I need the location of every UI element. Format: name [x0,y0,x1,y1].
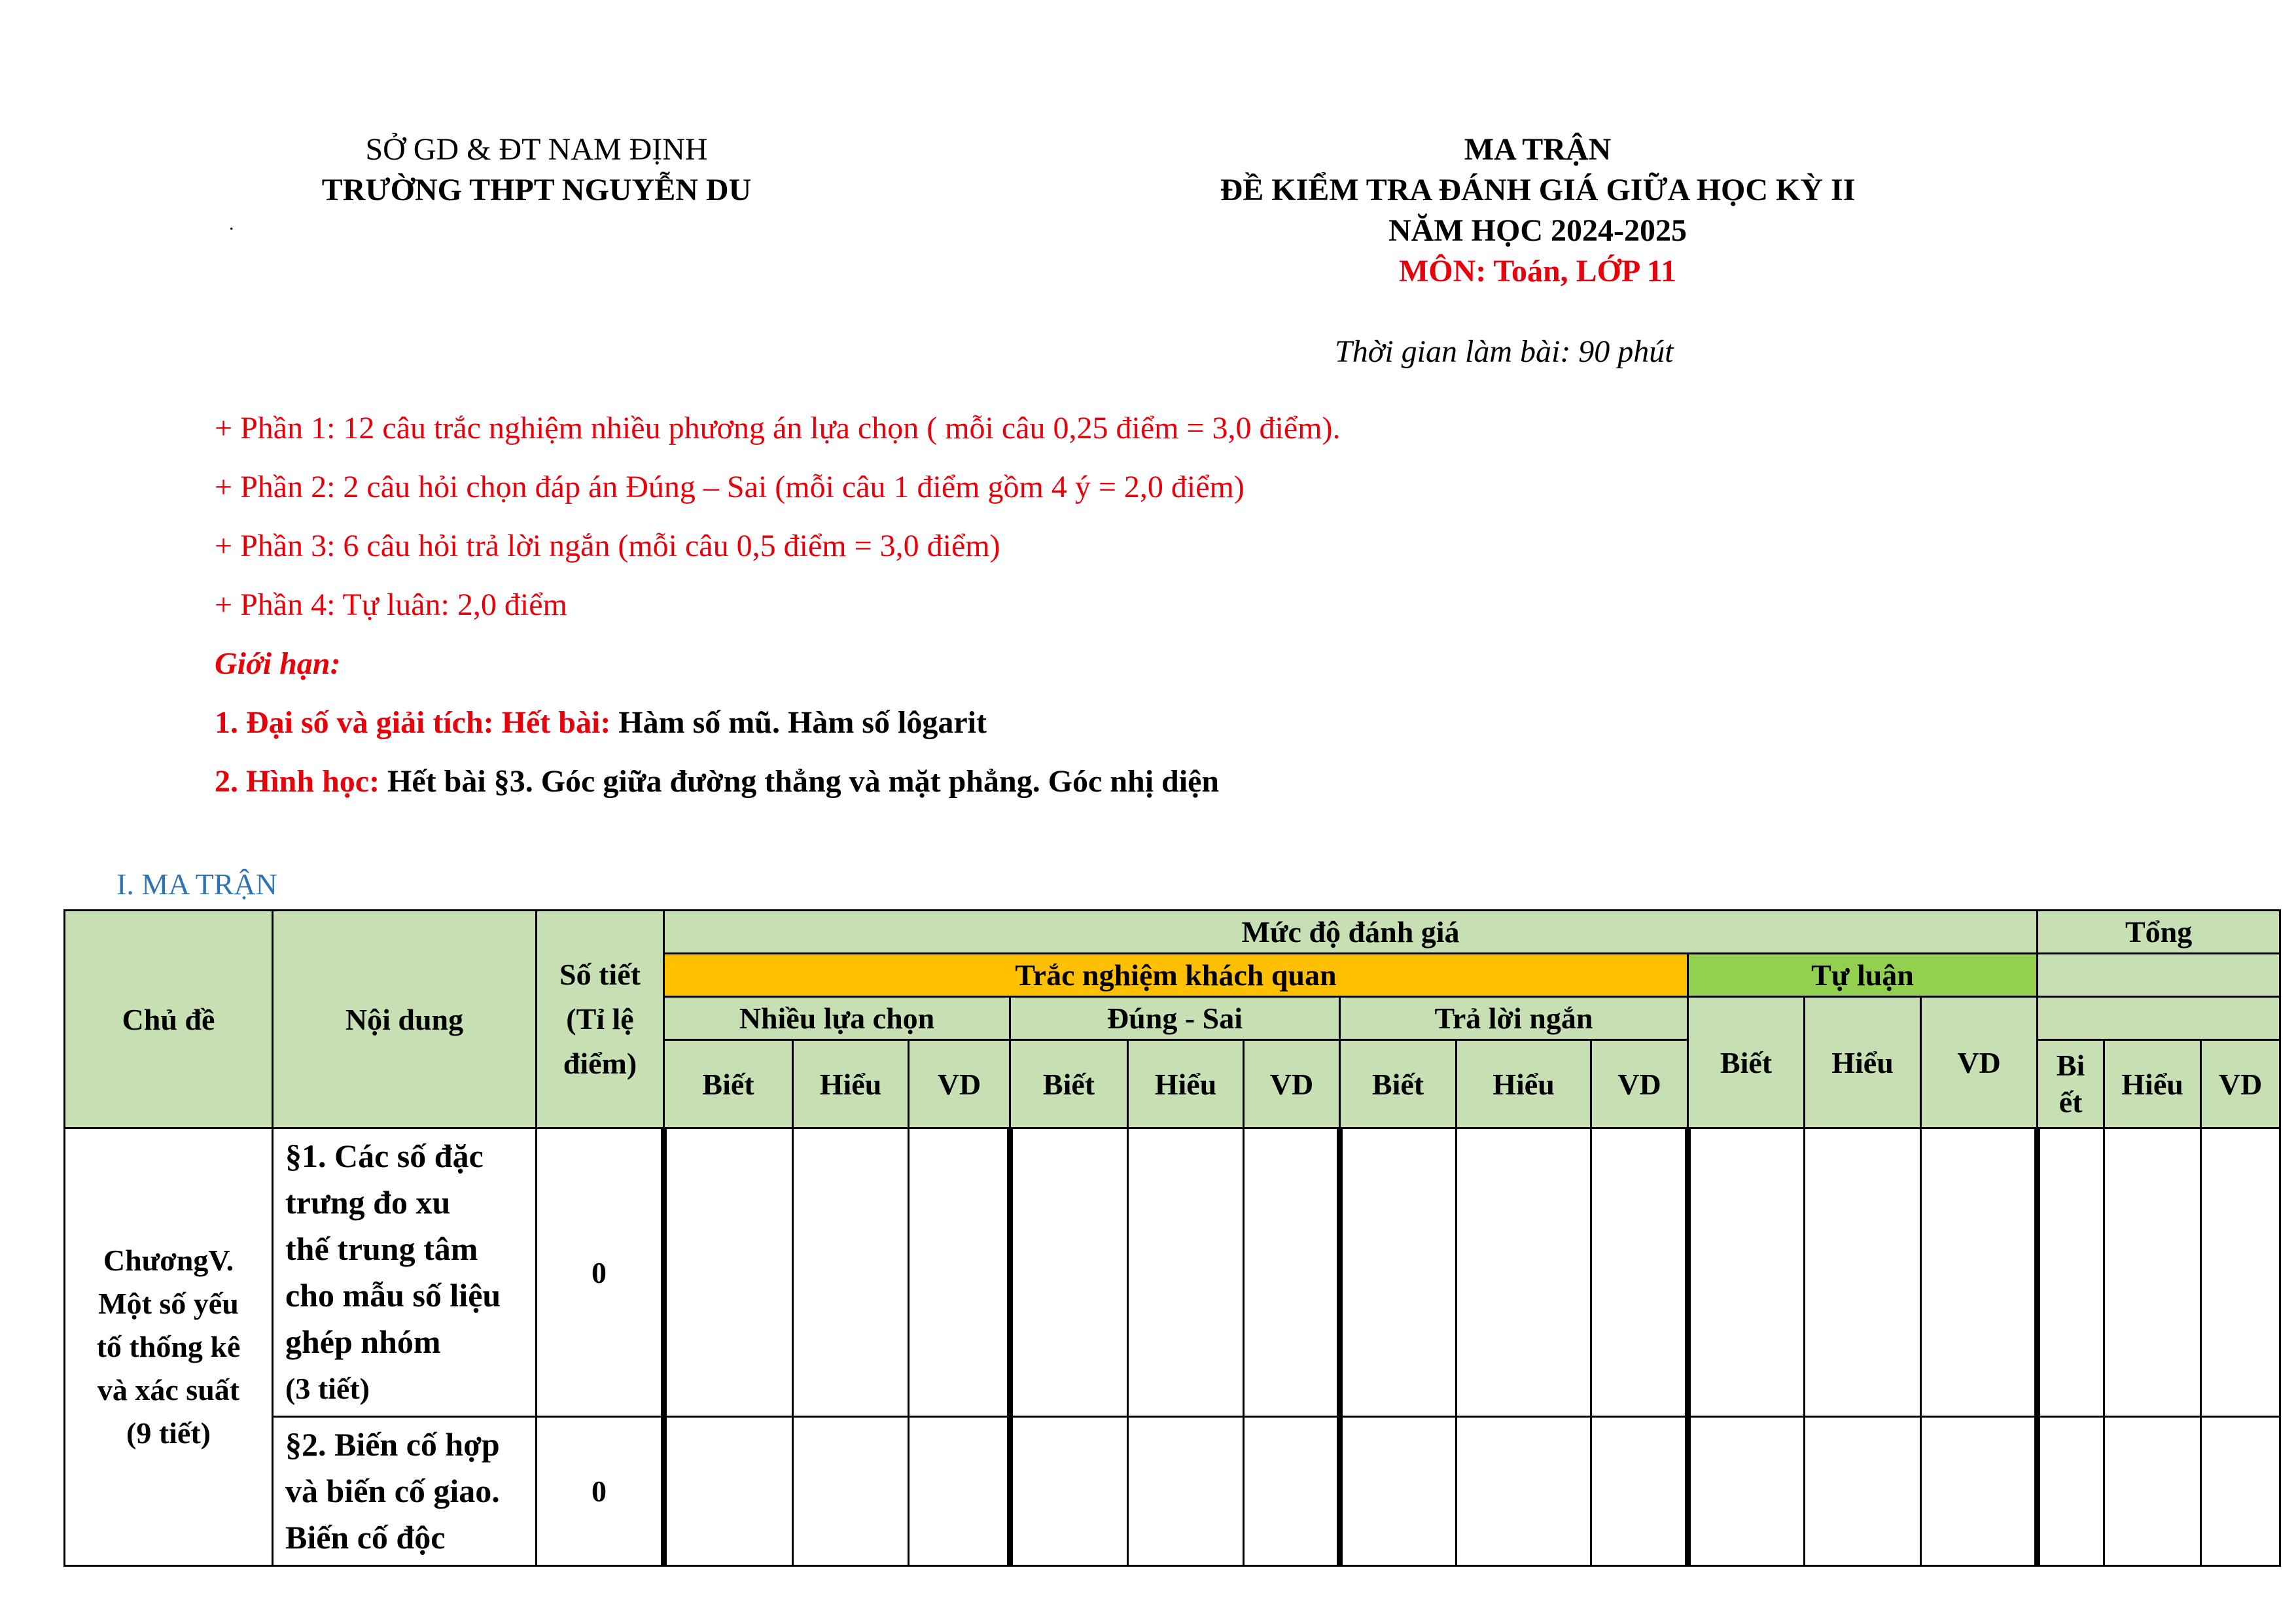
tl-vd: VD [1921,997,2038,1128]
header-chu-de: Chủ đề [65,911,273,1128]
nlc-vd: VD [909,1040,1010,1128]
limit-geometry-label: 2. Hình học: [215,764,380,799]
content-1-line-3: thế trung tâm [285,1230,478,1267]
tln-hieu: Hiểu [1457,1040,1591,1128]
ds-vd: VD [1244,1040,1340,1128]
cell [2038,1417,2104,1566]
assessment-matrix-table [63,909,2281,1567]
cell [793,1417,909,1566]
chapter-cell [65,1128,273,1566]
tln-biet: Biết [1340,1040,1457,1128]
chapter-line-2: Một số yếu [98,1287,239,1320]
cell [1244,1417,1340,1566]
cell [1921,1128,2038,1417]
time-limit: Thời gian làm bài: 90 phút [1335,334,1674,369]
part-2: + Phần 2: 2 câu hỏi chọn đáp án Đúng – Sai (mỗi câu 1 điểm gồm 4 ý = 2,0 điểm) [215,470,1245,504]
doc-title: MA TRẬN [1464,132,1612,167]
header-nhieu-lua-chon: Nhiều lựa chọn [664,997,1010,1040]
cell [1340,1128,1457,1417]
cell [1128,1417,1244,1566]
cell [2201,1417,2280,1566]
cell [664,1417,793,1566]
content-1-line-4: cho mẫu số liệu [285,1277,501,1314]
cell [1688,1128,1805,1417]
cell [1921,1417,2038,1566]
content-1-line-5: ghép nhóm [285,1323,441,1360]
header-tra-loi-ngan: Trả lời ngắn [1340,997,1688,1040]
tong-biet-line-1: Bi [2056,1049,2085,1082]
content-cell-1 [273,1128,537,1417]
cell [909,1417,1010,1566]
cell [664,1128,793,1417]
content-2-line-3: Biến cố độc [285,1519,446,1556]
header-tu-luan: Tự luận [1688,954,2038,997]
limit-algebra-label: 1. Đại số và giải tích: [215,705,494,740]
ds-biet: Biết [1010,1040,1128,1128]
header-tong-blank [2038,954,2280,997]
cell [1805,1128,1921,1417]
limit-geometry-text: Hết bài §3. Góc giữa đường thẳng và mặt phẳng. Góc nhị diện [380,764,1220,799]
part-1: + Phần 1: 12 câu trắc nghiệm nhiều phương án lựa chọn ( mỗi câu 0,25 điểm = 3,0 điểm). [215,411,1341,445]
content-2-line-1: §2. Biến cố hợp [285,1426,500,1463]
header-dung-sai: Đúng - Sai [1010,997,1340,1040]
stray-dot: . [229,213,234,234]
cell [2104,1417,2201,1566]
header-left [209,130,864,211]
chapter-line-4: và xác suất [97,1373,240,1406]
tl-hieu: Hiểu [1805,997,1921,1128]
tong-hieu: Hiểu [2104,1040,2201,1128]
chapter-line-5: (9 tiết) [126,1416,211,1450]
nlc-hieu: Hiểu [793,1040,909,1128]
limit-geometry [215,762,1341,821]
cell [1688,1417,1805,1566]
header-tong: Tổng [2038,911,2280,954]
header-right [1073,130,2002,292]
cell [793,1128,909,1417]
chapter-line-1: ChươngV. [103,1244,234,1277]
cell [1244,1128,1340,1417]
header-tnkq: Trắc nghiệm khách quan [664,954,1688,997]
chapter-line-3: tố thống kê [96,1330,241,1363]
content-1-line-2: trưng đo xu [285,1184,451,1221]
limits-label: Giới hạn: [215,646,341,681]
school-year: NĂM HỌC 2024-2025 [1388,213,1687,248]
exam-title: ĐỀ KIỂM TRA ĐÁNH GIÁ GIỮA HỌC KỲ II [1220,173,1856,207]
part-3: + Phần 3: 6 câu hỏi trả lời ngắn (mỗi câu 0,5 điểm = 3,0 điểm) [215,529,1000,563]
so-tiet-line-3: điểm) [563,1047,637,1080]
cell [1457,1417,1591,1566]
dept-name: SỞ GD & ĐT NAM ĐỊNH [365,132,708,167]
header-noi-dung: Nội dung [273,911,537,1128]
cell [1591,1417,1688,1566]
tong-biet [2038,1040,2104,1128]
part-4: + Phần 4: Tự luân: 2,0 điểm [215,587,567,622]
cell [1457,1128,1591,1417]
so-tiet-2: 0 [537,1417,664,1566]
cell [1010,1417,1128,1566]
subject-line: MÔN: Toán, LỚP 11 [1398,254,1677,288]
table-row [65,1128,2280,1417]
cell [909,1128,1010,1417]
cell [2104,1128,2201,1417]
cell [1340,1417,1457,1566]
exam-structure [215,409,1341,821]
ds-hieu: Hiểu [1128,1040,1244,1128]
tln-vd: VD [1591,1040,1688,1128]
content-2-line-2: và biến cố giao. [285,1473,500,1509]
cell [2038,1128,2104,1417]
limit-algebra [215,703,1341,762]
so-tiet-line-2: (Tỉ lệ [566,1002,634,1036]
section-title: I. MA TRẬN [116,867,277,901]
content-1-line-1: §1. Các số đặc [285,1138,484,1174]
content-cell-2 [273,1417,537,1566]
limit-algebra-text: Hàm số mũ. Hàm số lôgarit [610,705,987,740]
cell [1010,1128,1128,1417]
limit-algebra-mid: Hết bài: [493,705,611,740]
so-tiet-1: 0 [537,1128,664,1417]
cell [1805,1417,1921,1566]
tong-sub-blank [2038,997,2280,1040]
school-name: TRƯỜNG THPT NGUYỄN DU [321,173,752,207]
so-tiet-line-1: Số tiết [559,958,641,991]
tong-biet-line-2: ết [2058,1085,2083,1119]
tl-biet: Biết [1688,997,1805,1128]
content-1-line-6: (3 tiết) [285,1372,370,1405]
header-muc-do: Mức độ đánh giá [664,911,2038,954]
cell [1128,1128,1244,1417]
table-row [65,1417,2280,1566]
cell [1591,1128,1688,1417]
header-so-tiet [537,911,664,1128]
nlc-biet: Biết [664,1040,793,1128]
cell [2201,1128,2280,1417]
tong-vd: VD [2201,1040,2280,1128]
